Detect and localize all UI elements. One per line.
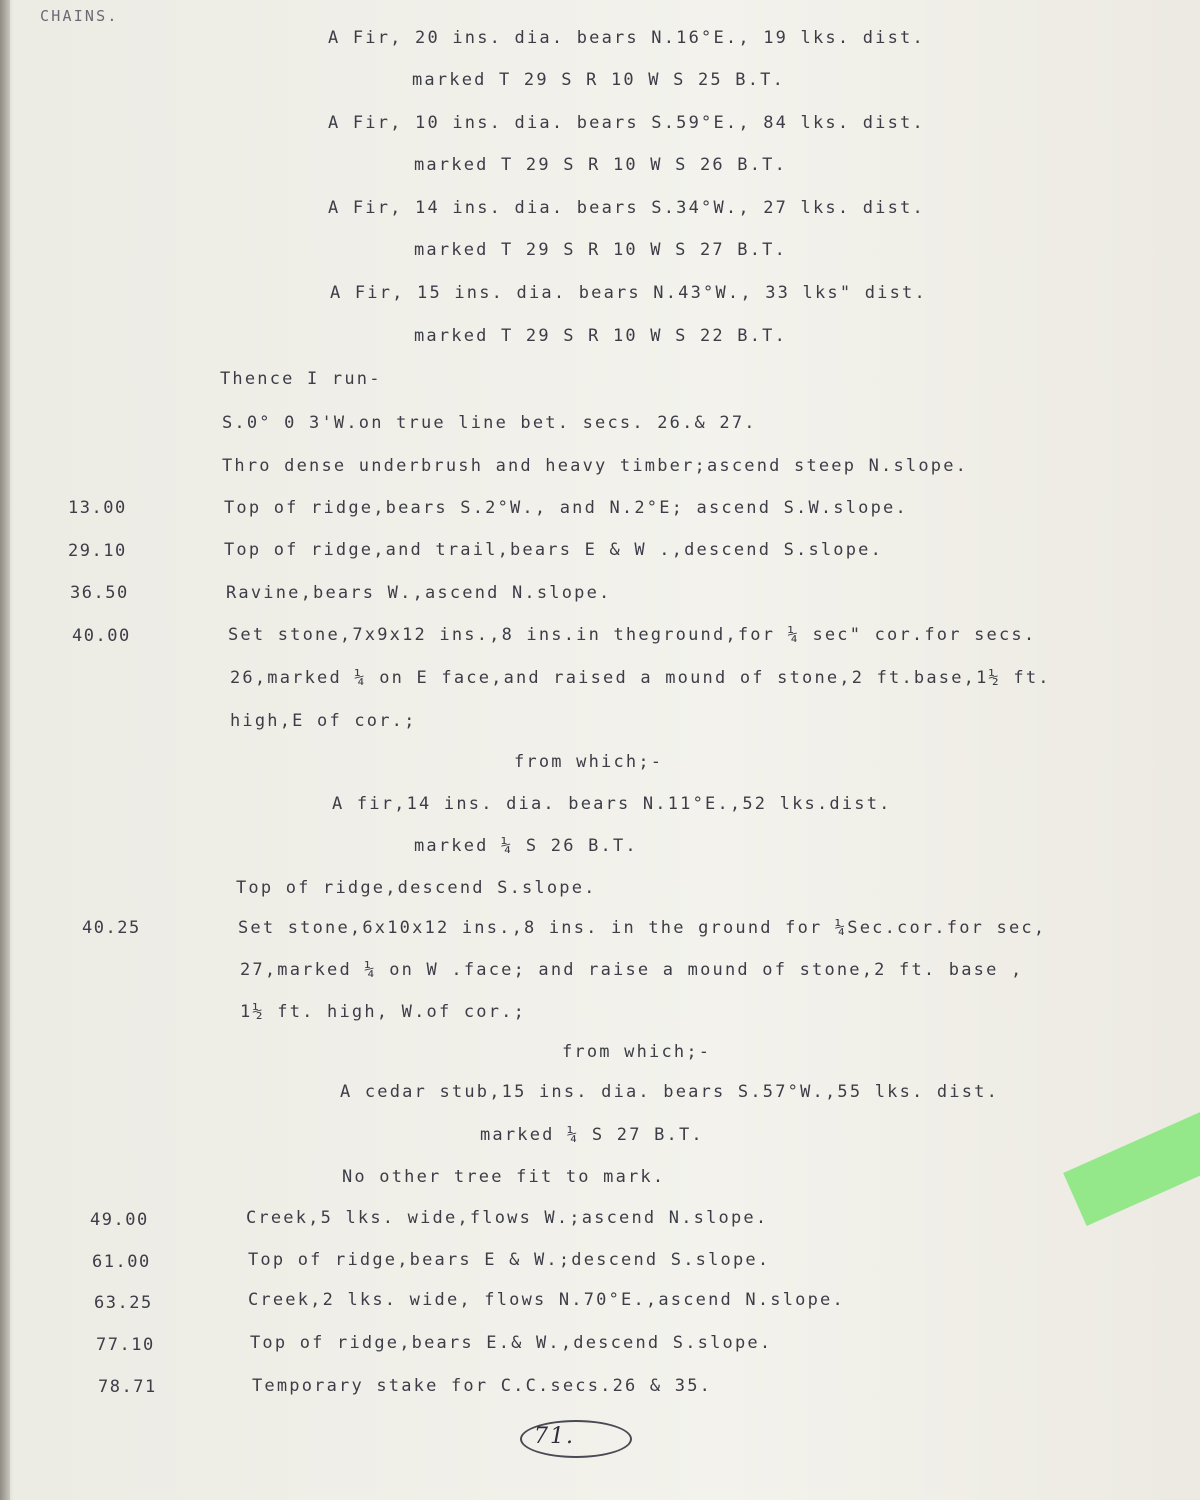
text-line: Temporary stake for C.C.secs.26 & 35.: [252, 1376, 713, 1396]
chain-distance: 40.00: [72, 626, 131, 646]
chain-distance: 61.00: [92, 1252, 151, 1272]
text-line: No other tree fit to mark.: [342, 1167, 666, 1187]
page-number: 71.: [534, 1424, 575, 1449]
text-line: A Fir, 15 ins. dia. bears N.43°W., 33 lks" dist.: [330, 283, 927, 303]
text-line: Thro dense underbrush and heavy timber;ascend steep N.slope.: [222, 456, 969, 476]
text-line: Top of ridge,descend S.slope.: [236, 878, 597, 898]
column-header-chains: CHAINS.: [40, 7, 119, 25]
text-line: Top of ridge,bears S.2°W., and N.2°E; ascend S.W.slope.: [224, 498, 908, 518]
text-line: S.0° 0 3'W.on true line bet. secs. 26.& 27.: [222, 413, 757, 433]
page-binding-edge: [0, 0, 10, 1500]
text-line: 26,marked ¼ on E face,and raised a mound of stone,2 ft.base,1½ ft.: [230, 668, 1051, 688]
chain-distance: 78.71: [98, 1377, 157, 1397]
text-line: Thence I run-: [220, 369, 382, 389]
text-line: Top of ridge,and trail,bears E & W .,descend S.slope.: [224, 540, 884, 560]
text-line: Ravine,bears W.,ascend N.slope.: [226, 583, 612, 603]
text-line: A Fir, 14 ins. dia. bears S.34°W., 27 lks. dist.: [328, 198, 925, 218]
chain-distance: 63.25: [94, 1293, 153, 1313]
text-line: marked T 29 S R 10 W S 25 B.T.: [412, 70, 786, 90]
text-line: marked ¼ S 26 B.T.: [414, 836, 638, 856]
text-line: A Fir, 20 ins. dia. bears N.16°E., 19 lks. dist.: [328, 28, 925, 48]
text-line: marked T 29 S R 10 W S 27 B.T.: [414, 240, 788, 260]
text-line: Creek,5 lks. wide,flows W.;ascend N.slope.: [246, 1208, 769, 1228]
chain-distance: 49.00: [90, 1210, 149, 1230]
chain-distance: 77.10: [96, 1335, 155, 1355]
chain-distance: 29.10: [68, 541, 127, 561]
text-line: A Fir, 10 ins. dia. bears S.59°E., 84 lks. dist.: [328, 113, 925, 133]
text-line: high,E of cor.;: [230, 711, 417, 731]
text-line: A cedar stub,15 ins. dia. bears S.57°W.,55 lks. dist.: [340, 1082, 1000, 1102]
text-line: A fir,14 ins. dia. bears N.11°E.,52 lks.dist.: [332, 794, 892, 814]
chain-distance: 40.25: [82, 918, 141, 938]
chain-distance: 36.50: [70, 583, 129, 603]
text-line: 1½ ft. high, W.of cor.;: [240, 1002, 527, 1022]
text-line: Top of ridge,bears E & W.;descend S.slope.: [248, 1250, 771, 1270]
text-line: from which;-: [562, 1042, 712, 1062]
text-line: Set stone,7x9x12 ins.,8 ins.in theground,for ¼ sec" cor.for secs.: [228, 625, 1037, 645]
text-line: Set stone,6x10x12 ins.,8 ins. in the ground for ¼Sec.cor.for sec,: [238, 918, 1047, 938]
text-line: from which;-: [514, 752, 664, 772]
chain-distance: 13.00: [68, 498, 127, 518]
text-line: Creek,2 lks. wide, flows N.70°E.,ascend N.slope.: [248, 1290, 845, 1310]
text-line: Top of ridge,bears E.& W.,descend S.slope.: [250, 1333, 773, 1353]
text-line: marked T 29 S R 10 W S 22 B.T.: [414, 326, 788, 346]
text-line: marked ¼ S 27 B.T.: [480, 1125, 704, 1145]
text-line: 27,marked ¼ on W .face; and raise a mound of stone,2 ft. base ,: [240, 960, 1024, 980]
text-line: marked T 29 S R 10 W S 26 B.T.: [414, 155, 788, 175]
